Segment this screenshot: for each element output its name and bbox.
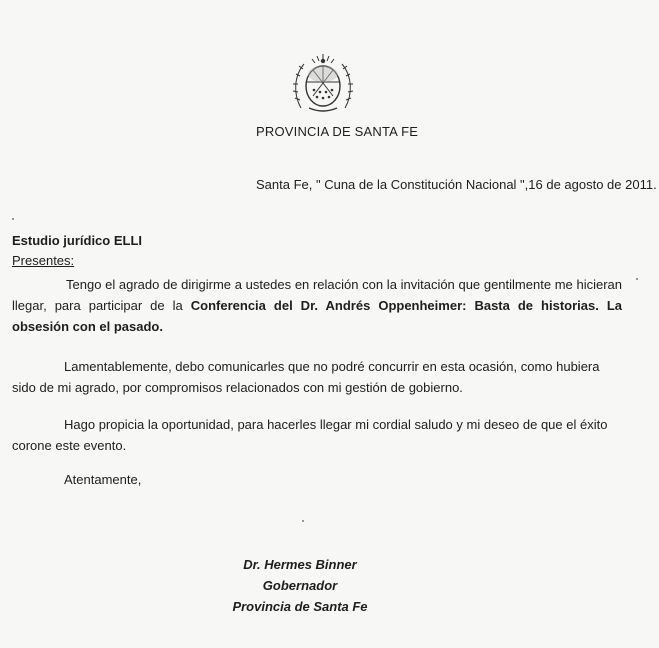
signer-office: Provincia de Santa Fe bbox=[232, 599, 368, 614]
body-paragraph-1 bbox=[12, 274, 622, 337]
body-paragraph-2: Lamentablemente, debo comunicarles que no podré concurrir en esta ocasión, como hubiera sido de mi agrado, por compromisos relacionados con mi gestión de gobierno. bbox=[12, 359, 600, 395]
signer-name: Dr. Hermes Binner bbox=[243, 557, 357, 572]
province-coat-of-arms-icon bbox=[291, 50, 355, 116]
salutation-text: Presentes bbox=[12, 253, 71, 268]
signer-title: Gobernador bbox=[262, 578, 338, 593]
date-line: Santa Fe, " Cuna de la Constitución Nacional ",16 de agosto de 2011. bbox=[256, 177, 657, 192]
recipient-name: Estudio jurídico ELLI bbox=[12, 233, 142, 248]
scan-speck bbox=[302, 520, 304, 522]
signature-block bbox=[190, 554, 410, 617]
closing: Atentamente, bbox=[64, 472, 142, 487]
scan-speck bbox=[12, 218, 14, 220]
salutation bbox=[12, 253, 74, 268]
scan-speck bbox=[636, 278, 638, 280]
salutation-colon: : bbox=[70, 253, 75, 268]
body-paragraph-3: Hago propicia la oportunidad, para hacerles llegar mi cordial saludo y mi deseo de que el éxito corone este evento. bbox=[12, 417, 608, 453]
paragraph-1-intro: Tengo el agrado de dirigirme a ustedes en relación con la invitación que gentilmente me hicieran llegar, para participar de la bbox=[12, 277, 622, 313]
province-header: PROVINCIA DE SANTA FE bbox=[256, 124, 419, 139]
conference-title: Conferencia del Dr. Andrés Oppenheimer: Basta de historias. La obsesión con el pasado. bbox=[12, 298, 622, 334]
